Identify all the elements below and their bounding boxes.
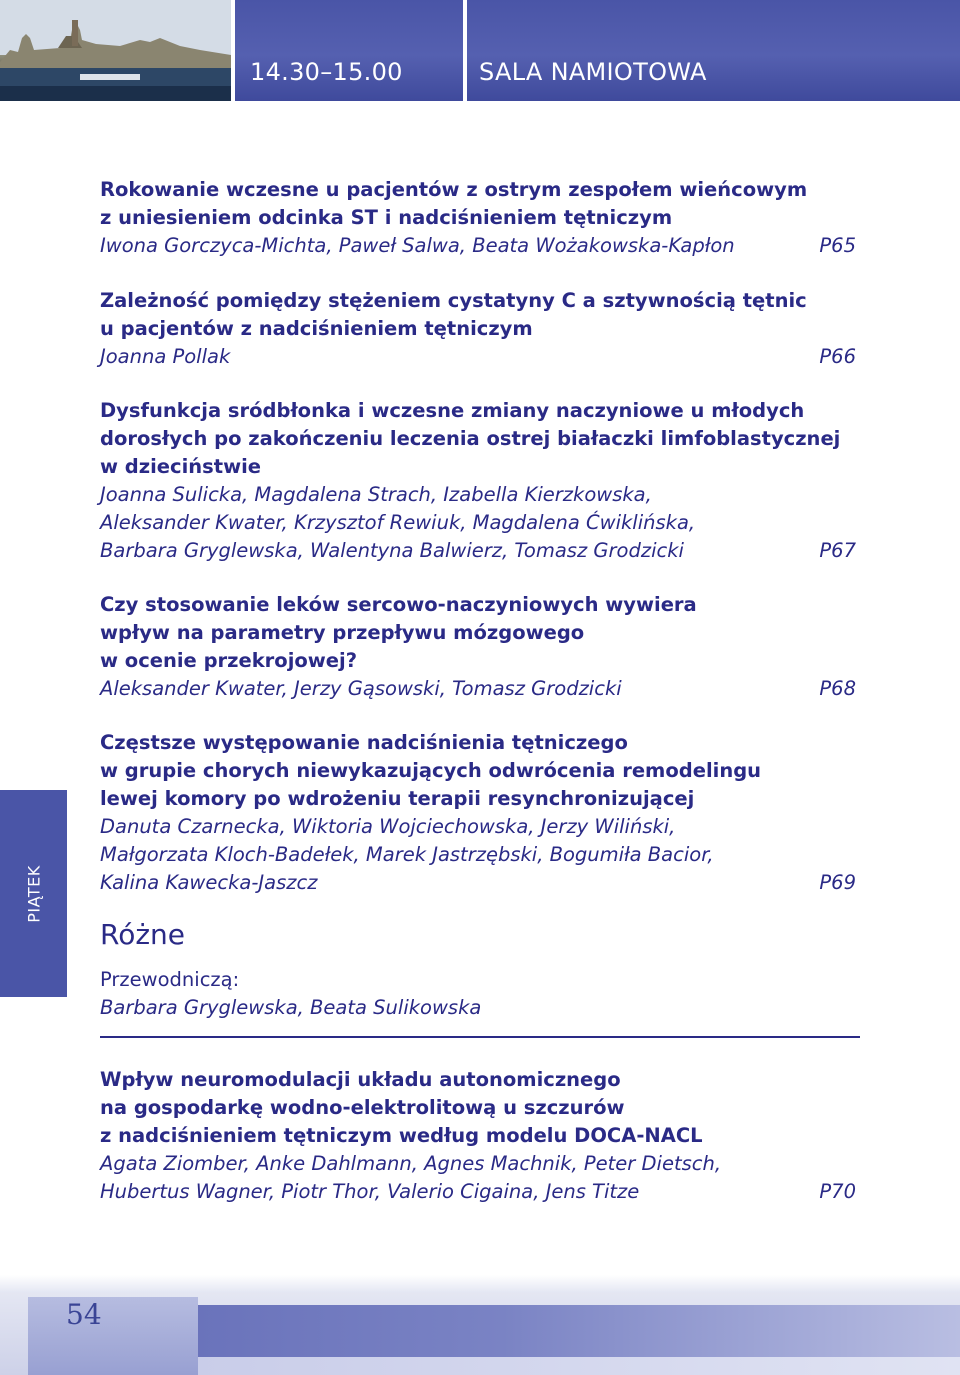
footer-bar — [198, 1305, 960, 1357]
entry-authors: Barbara Gryglewska, Walentyna Balwierz, Tomasz Grodzicki — [100, 539, 684, 562]
footer-fade — [0, 1275, 960, 1293]
entry-title-line: wpływ na parametry przepływu mózgowego — [100, 621, 585, 644]
entry-authors: Joanna Pollak — [100, 345, 231, 368]
abstract-code: P65 — [819, 234, 856, 257]
abstract-entry-p66 — [100, 287, 860, 371]
entry-authors: Kalina Kawecka-Jaszcz — [100, 871, 318, 894]
entry-title-line: Rokowanie wczesne u pacjentów z ostrym zespołem wieńcowym — [100, 178, 808, 201]
entry-authors-line: Joanna Sulicka, Magdalena Strach, Izabella Kierzkowska, — [100, 483, 652, 506]
entry-title-line: Czy stosowanie leków sercowo-naczyniowych wywiera — [100, 593, 697, 616]
entry-authors-line: Małgorzata Kloch-Badełek, Marek Jastrzębski, Bogumiła Bacior, — [100, 843, 714, 866]
entry-title-line: z nadciśnieniem tętniczym według modelu DOCA-NACL — [100, 1124, 703, 1147]
abstract-code: P66 — [819, 345, 856, 368]
header-time-block — [235, 0, 463, 101]
section-divider — [100, 1036, 860, 1038]
day-label: PIĄTEK — [24, 864, 43, 923]
footer-number-box — [28, 1297, 198, 1375]
entry-authors-line — [100, 537, 860, 565]
entry-authors-line — [100, 232, 860, 260]
abstract-code: P67 — [819, 539, 856, 562]
entry-authors-line — [100, 1178, 860, 1206]
abstract-entry-p67 — [100, 397, 860, 565]
entry-title-line: Dysfunkcja sródbłonka i wczesne zmiany naczyniowe u młodych — [100, 399, 805, 422]
abstract-entry-p68 — [100, 591, 860, 703]
entry-authors-line: Aleksander Kwater, Krzysztof Rewiuk, Magdalena Ćwiklińska, — [100, 511, 696, 534]
page-number: 54 — [66, 1298, 102, 1331]
day-side-tab — [0, 790, 67, 997]
entry-title-line: Wpływ neuromodulacji układu autonomicznego — [100, 1068, 621, 1091]
entry-authors: Hubertus Wagner, Piotr Thor, Valerio Cigaina, Jens Titze — [100, 1180, 640, 1203]
entry-authors-line — [100, 675, 860, 703]
section-heading: Różne — [100, 918, 185, 951]
entry-title-line: z uniesieniem odcinka ST i nadciśnieniem tętniczym — [100, 206, 673, 229]
header-city-photo — [0, 0, 231, 101]
entry-title-line: w dzieciństwie — [100, 455, 261, 478]
entry-authors-line — [100, 869, 860, 897]
abstract-code: P69 — [819, 871, 856, 894]
entry-title-line: u pacjentów z nadciśnieniem tętniczym — [100, 317, 533, 340]
page-footer — [0, 1275, 960, 1375]
header-room-block — [467, 0, 960, 101]
entry-title-line: Zależność pomiędzy stężeniem cystatyny C a sztywnością tętnic — [100, 289, 807, 312]
abstract-entry-p65 — [100, 176, 860, 260]
session-chairs — [100, 966, 481, 1022]
entry-authors-line: Danuta Czarnecka, Wiktoria Wojciechowska, Jerzy Wiliński, — [100, 815, 676, 838]
city-skyline-image — [0, 0, 231, 101]
abstract-code: P70 — [819, 1180, 856, 1203]
entry-title-line: w ocenie przekrojowej? — [100, 649, 358, 672]
entry-title-line: w grupie chorych niewykazujących odwrócenia remodelingu — [100, 759, 762, 782]
chair-label: Przewodniczą: — [100, 968, 240, 991]
entry-authors-line — [100, 343, 860, 371]
entry-authors: Aleksander Kwater, Jerzy Gąsowski, Tomasz Grodzicki — [100, 677, 622, 700]
entry-title-line: Częstsze występowanie nadciśnienia tętniczego — [100, 731, 628, 754]
entry-authors: Iwona Gorczyca-Michta, Paweł Salwa, Beata Wożakowska-Kapłon — [100, 234, 735, 257]
entry-authors-line: Agata Ziomber, Anke Dahlmann, Agnes Machnik, Peter Dietsch, — [100, 1152, 722, 1175]
chair-names: Barbara Gryglewska, Beata Sulikowska — [100, 996, 482, 1019]
footer-bar-lower — [198, 1357, 960, 1375]
entry-title-line: dorosłych po zakończeniu leczenia ostrej białaczki limfoblastycznej — [100, 427, 841, 450]
abstract-entry-p69 — [100, 729, 860, 897]
entry-title-line: na gospodarkę wodno-elektrolitową u szczurów — [100, 1096, 625, 1119]
abstract-entry-p70 — [100, 1066, 860, 1206]
session-time: 14.30–15.00 — [250, 58, 403, 86]
session-room: SALA NAMIOTOWA — [479, 58, 707, 86]
entry-title-line: lewej komory po wdrożeniu terapii resynchronizującej — [100, 787, 695, 810]
abstract-code: P68 — [819, 677, 856, 700]
